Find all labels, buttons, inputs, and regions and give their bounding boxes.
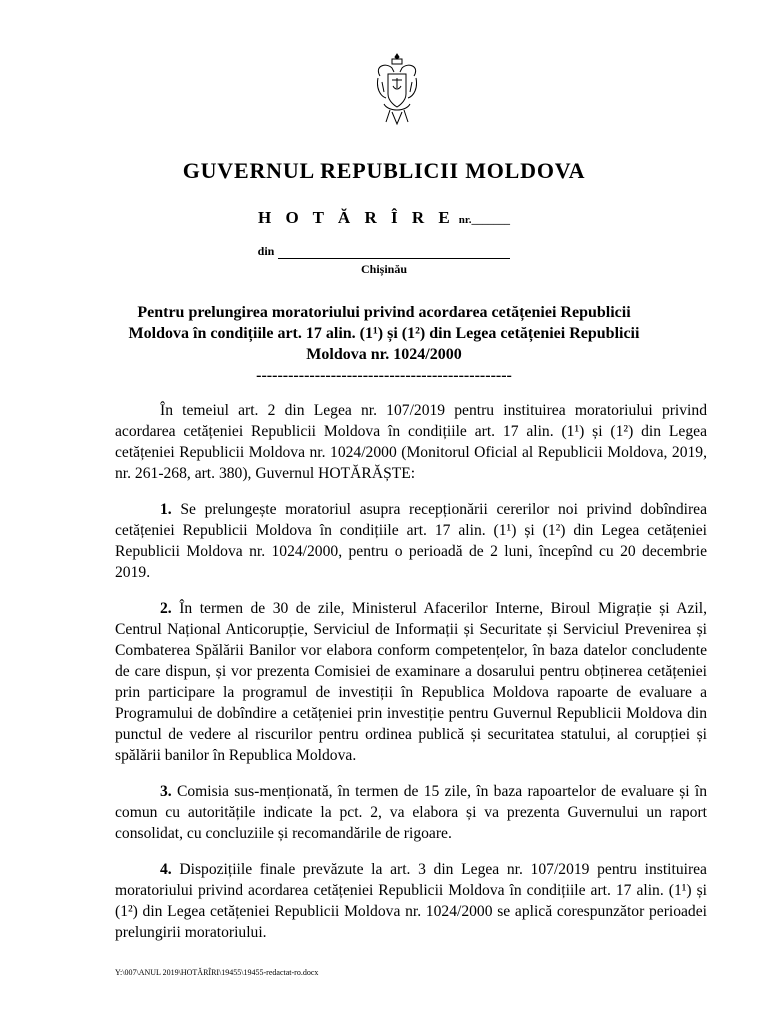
paragraph-text: Dispozițiile finale prevăzute la art. 3 din Legea nr. 107/2019 pentru instituirea moratoriului privind acordarea cetățeniei Republicii Moldova în condițiile art. 17 alin. (1¹) și (1²) din Legea cetățeniei Republicii Moldova nr. 1024/2000 se aplică corespunzător perioadei prelungirii moratoriului.: [115, 861, 707, 941]
paragraph-number: 3.: [160, 783, 172, 800]
paragraph-text: În termen de 30 de zile, Ministerul Afacerilor Interne, Biroul Migrație și Azil, Centrul Național Anticorupție, Serviciul de Informații și Securitate și Serviciul Prevenirea și Combaterea Spălării Banilor vor elabora conform competențelor, în baza datelor concludente de care dispun, și vor prezenta Comisiei de examinare a dosarului pentru obținerea cetățeniei prin participare la programul de investiții în Republica Moldova rapoarte de evaluare a Programului de dobîndire a cetățeniei prin investiție pentru Guvernul Republicii Moldova din punctul de vedere al riscurilor pentru ordinea publică și securitatea statului, al corupției și spălării banilor în Republica Moldova.: [115, 600, 707, 764]
paragraph-number: 4.: [160, 861, 172, 878]
number-field: nr._______: [458, 214, 510, 226]
location: Chișinău: [360, 262, 408, 276]
paragraph-1: [115, 499, 707, 583]
paragraph-text: Comisia sus-menționată, în termen de 15 zile, în baza rapoartelor de evaluare și în comun cu autoritățile indicate la pct. 2, va elabora și va prezenta Guvernului un raport consolidat, cu concluziile și recomandările de rigoare.: [115, 783, 707, 842]
date-line: [0, 244, 768, 259]
subject-divider: ------------------------------------------------: [256, 367, 512, 384]
paragraph-4: [115, 859, 707, 943]
paragraph-2: [115, 598, 707, 766]
paragraph-number: 1.: [160, 501, 172, 518]
page-title: GUVERNUL REPUBLICII MOLDOVA: [182, 158, 586, 183]
subject-heading: [112, 302, 656, 386]
paragraph-number: 2.: [160, 600, 172, 617]
hotarire-heading: H O T Ă R Î R E: [258, 208, 455, 227]
subject-text: Pentru prelungirea moratoriului privind acordarea cetățeniei Republicii Moldova în condițiile art. 17 alin. (1¹) și (1²) din Legea cetățeniei Republicii Moldova nr. 1024/2000: [128, 304, 640, 363]
document-body: [115, 400, 707, 958]
file-path-footer: Y:\007\ANUL 2019\HOTĂRÎRI\19455\19455-redactat-ro.docx: [115, 968, 319, 977]
paragraph-text: Se prelungește moratoriul asupra recepționării cererilor noi privind dobîndirea cetățeniei Republicii Moldova în condițiile art. 17 alin. (1¹) și (1²) din Legea cetățeniei Republicii Moldova nr. 1024/2000, pentru o perioadă de 2 luni, începînd cu 20 decembrie 2019.: [115, 501, 707, 581]
document-type: [0, 208, 768, 228]
paragraph-3: [115, 781, 707, 844]
din-label: din: [257, 244, 275, 258]
date-blank: [278, 246, 510, 259]
intro-paragraph: În temeiul art. 2 din Legea nr. 107/2019 pentru instituirea moratoriului privind acordarea cetățeniei Republicii Moldova în condițiile art. 17 alin. (1¹) și (1²) din Legea cetățeniei Republicii Moldova nr. 1024/2000 (Monitorul Oficial al Republicii Moldova, 2019, nr. 261-268, art. 380), Guvernul HOTĂRĂȘTE:: [115, 402, 707, 482]
coat-of-arms-icon: [372, 52, 422, 126]
